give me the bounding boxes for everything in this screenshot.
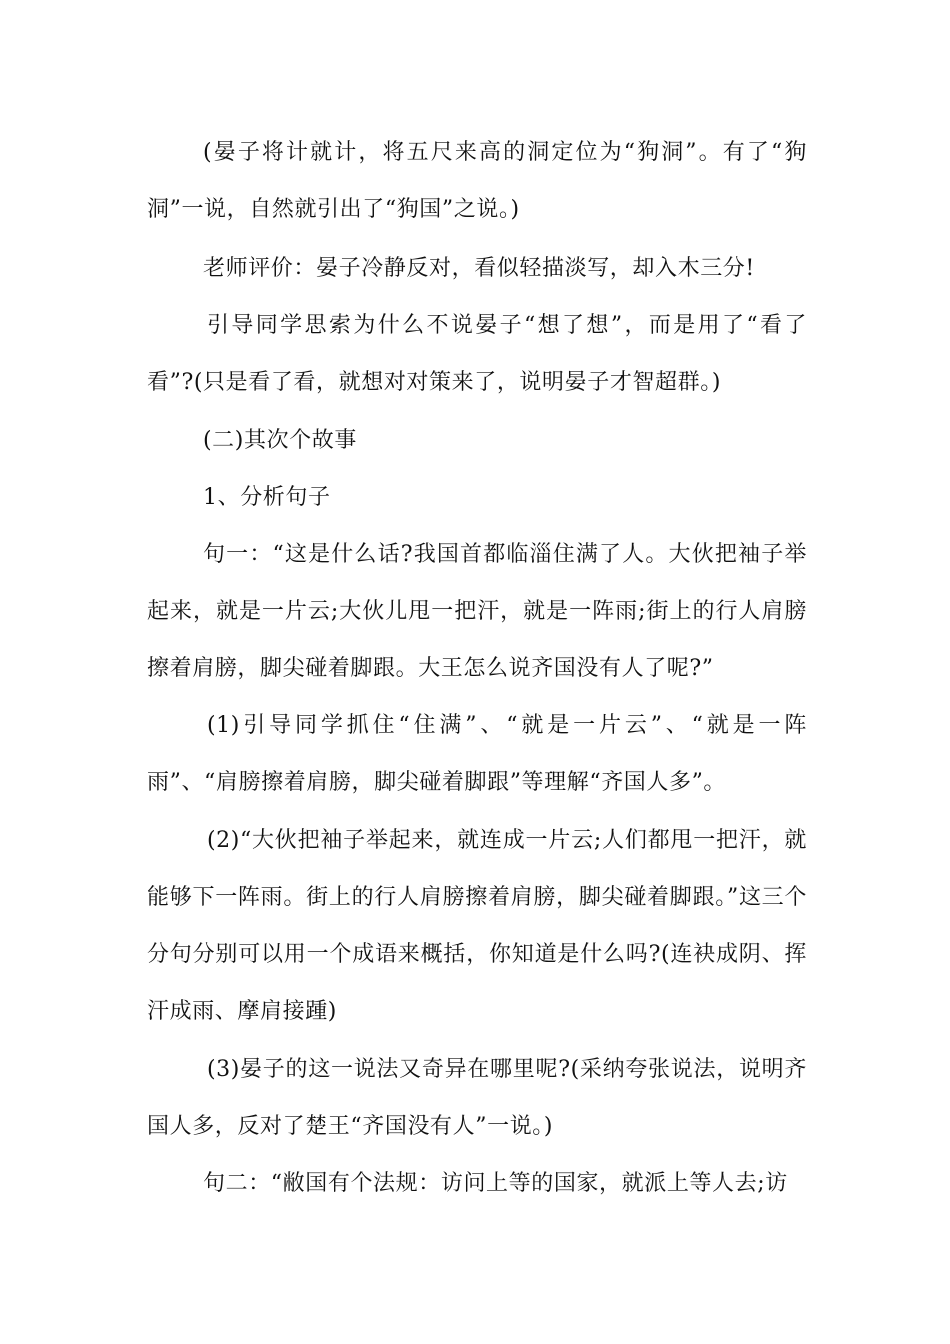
paragraph-point-1: (1)引导同学抓住“住满”、“就是一片云”、“就是一阵雨”、“肩膀擦着肩膀，脚尖碰着脚跟”等理解“齐国人多”。	[147, 713, 807, 795]
paragraph-yanzi-dog-hole: (晏子将计就计，将五尺来高的洞定位为“狗洞”。有了“狗洞”一说，自然就引出了“狗国”之说。)	[147, 140, 807, 222]
section-heading-second-story: (二)其次个故事	[203, 428, 357, 453]
paragraph-sentence-two: 句二：“敝国有个法规：访问上等的国家，就派上等人去;访	[203, 1171, 788, 1196]
paragraph-guide-thinking: 引导同学思索为什么不说晏子“想了想”，而是用了“看了看”?(只是看了看，就想对对策来了，说明晏子才智超群。)	[147, 313, 807, 395]
paragraph-sentence-one: 句一：“这是什么话?我国首都临淄住满了人。大伙把袖子举起来，就是一片云;大伙儿甩一把汗，就是一阵雨;街上的行人肩膀擦着肩膀，脚尖碰着脚跟。大王怎么说齐国没有人了呢?”	[147, 542, 807, 681]
paragraph-point-2: (2)“大伙把袖子举起来，就连成一片云;人们都甩一把汗，就能够下一阵雨。街上的行人肩膀擦着肩膀，脚尖碰着脚跟。”这三个分句分别可以用一个成语来概括，你知道是什么吗?(连袂成阴、挥汗成雨、摩肩接踵)	[147, 828, 807, 1024]
subheading-analyze-sentences: 1、分析句子	[203, 485, 331, 510]
paragraph-point-3: (3)晏子的这一说法又奇异在哪里呢?(采纳夸张说法，说明齐国人多，反对了楚王“齐国没有人”一说。)	[147, 1057, 807, 1139]
paragraph-teacher-comment: 老师评价：晏子冷静反对，看似轻描淡写，却入木三分!	[203, 256, 755, 281]
